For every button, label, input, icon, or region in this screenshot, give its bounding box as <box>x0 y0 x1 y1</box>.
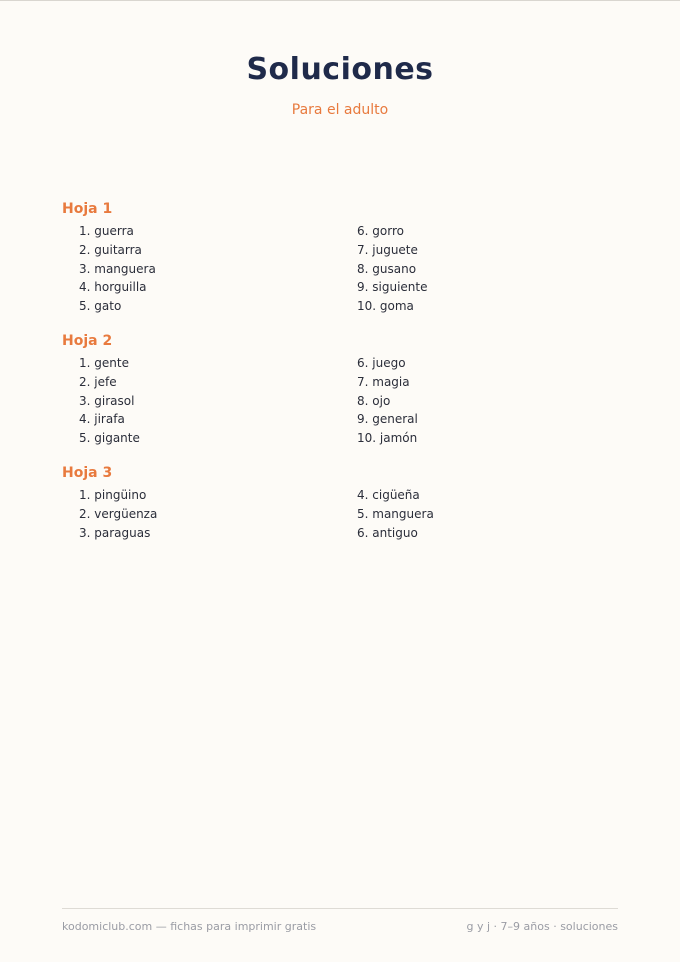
answer-item: 2. vergüenza <box>79 506 158 521</box>
answer-item: 7. magia <box>357 374 410 389</box>
footer-divider <box>62 908 618 909</box>
answer-item: 8. ojo <box>357 393 391 408</box>
footer-site-text: kodomiclub.com — fichas para imprimir gratis <box>62 920 317 933</box>
answer-column-right <box>357 354 418 448</box>
answer-column-right <box>357 222 427 316</box>
page-subtitle: Para el adulto <box>291 102 389 118</box>
answer-item: 3. paraguas <box>79 525 151 540</box>
answer-item: 10. goma <box>357 299 414 314</box>
sheet-1 <box>62 199 622 314</box>
answer-item: 4. horguilla <box>79 280 147 295</box>
sheet-title: Hoja 3 <box>62 465 113 481</box>
answer-item: 6. juego <box>357 356 406 370</box>
answer-item: 8. gusano <box>357 261 417 276</box>
answer-item: 5. gigante <box>79 431 140 446</box>
answer-column-right <box>357 486 434 542</box>
answer-item: 2. jefe <box>79 374 117 389</box>
answer-item: 7. juguete <box>357 242 418 257</box>
page-title: Soluciones <box>246 52 434 87</box>
answer-item: 1. guerra <box>79 224 134 238</box>
answer-item: 5. gato <box>79 299 122 314</box>
footer-meta-text: g y j · 7–9 años · soluciones <box>466 920 618 933</box>
answer-item: 4. jirafa <box>79 412 125 427</box>
answer-item: 9. siguiente <box>357 280 428 295</box>
sheet-title: Hoja 2 <box>62 333 113 349</box>
answer-item: 1. gente <box>79 356 129 370</box>
answer-item: 6. gorro <box>357 224 404 238</box>
answer-item: 9. general <box>357 412 418 427</box>
answer-item: 6. antiguo <box>357 525 418 540</box>
sheet-2 <box>62 331 622 446</box>
answer-item: 1. pingüino <box>79 488 147 502</box>
answer-column-left <box>79 486 157 542</box>
answer-column-left <box>79 222 156 316</box>
answer-item: 2. guitarra <box>79 242 142 257</box>
answer-item: 3. girasol <box>79 393 135 408</box>
answer-item: 4. cigüeña <box>357 488 420 502</box>
sheet-3 <box>62 463 622 540</box>
answer-item: 10. jamón <box>357 431 418 446</box>
page-top-border <box>0 0 680 1</box>
sheet-title: Hoja 1 <box>62 201 113 217</box>
answer-item: 5. manguera <box>357 506 434 521</box>
answer-item: 3. manguera <box>79 261 156 276</box>
answer-column-left <box>79 354 140 448</box>
